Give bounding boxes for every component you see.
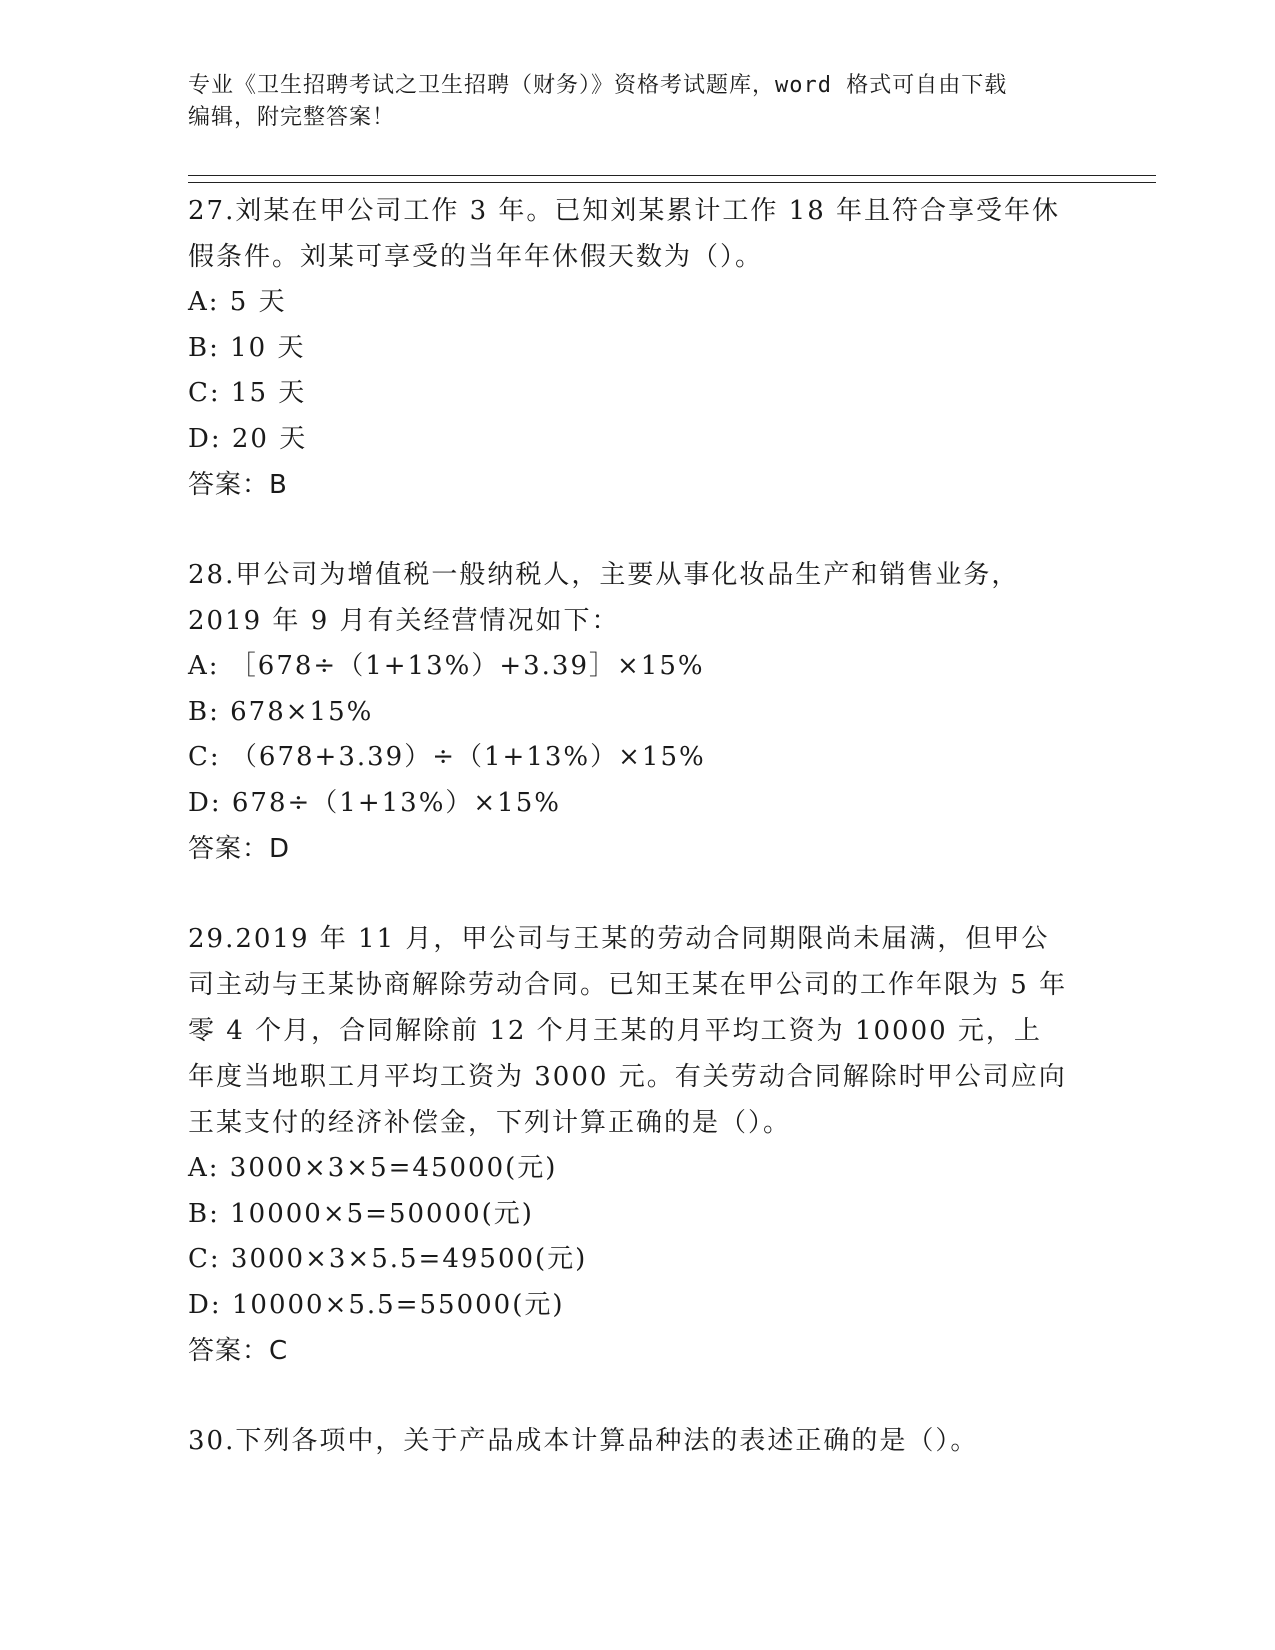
option-c: C: 3000×3×5.5=49500(元) — [188, 1244, 588, 1274]
question-text: 29.2019 年 11 月，甲公司与王某的劳动合同期限尚未届满，但甲公司主动与王某协商解除劳动合同。已知王某在甲公司的工作年限为 5 年零 4 个月，合同解除前 12 个月王某的月平均工资为 10000 元，上年度当地职工月平均工资为 3000 元。有关劳动合同解除时甲公司应向王某支付的经济补偿金，下列计算正确的是（）。 — [188, 924, 1068, 1138]
question-spacer — [188, 508, 1088, 552]
question-27 — [188, 188, 1088, 508]
option-a: A: 5 天 — [188, 287, 287, 317]
answer: 答案：C — [188, 1336, 289, 1366]
question-28 — [188, 552, 1088, 872]
question-30 — [188, 1418, 1088, 1464]
option-b: B: 10 天 — [188, 332, 306, 363]
answer: 答案：D — [188, 834, 291, 864]
question-29 — [188, 916, 1088, 1374]
header-divider-bottom — [188, 182, 1156, 183]
question-spacer — [188, 872, 1088, 916]
question-list — [188, 188, 1088, 1464]
question-text: 27.刘某在甲公司工作 3 年。已知刘某累计工作 18 年且符合享受年休假条件。刘某可享受的当年年休假天数为（）。 — [188, 196, 1061, 272]
header-divider-top — [188, 175, 1156, 176]
option-c: C: （678+3.39）÷（1+13%）×15% — [188, 742, 706, 772]
option-a: A: 3000×3×5=45000(元) — [188, 1153, 558, 1183]
option-d: D: 10000×5.5=55000(元) — [188, 1289, 565, 1320]
option-d: D: 20 天 — [188, 423, 308, 454]
question-spacer — [188, 1374, 1088, 1418]
question-text: 30.下列各项中，关于产品成本计算品种法的表述正确的是（）。 — [188, 1426, 979, 1456]
option-b: B: 10000×5=50000(元) — [188, 1198, 534, 1229]
document-header — [188, 70, 1068, 134]
option-b: B: 678×15% — [188, 696, 374, 727]
answer: 答案：B — [188, 470, 288, 500]
question-text: 28.甲公司为增值税一般纳税人，主要从事化妆品生产和销售业务，2019 年 9 月有关经营情况如下： — [188, 560, 1020, 636]
header-line-1: 专业《卫生招聘考试之卫生招聘（财务）》资格考试题库，word 格式可自由下载 — [188, 73, 1008, 98]
option-d: D: 678÷（1+13%）×15% — [188, 787, 561, 818]
header-line-2: 编辑，附完整答案！ — [188, 105, 396, 130]
option-a: A: ［678÷（1+13%）+3.39］×15% — [188, 651, 705, 681]
option-c: C: 15 天 — [188, 378, 307, 408]
